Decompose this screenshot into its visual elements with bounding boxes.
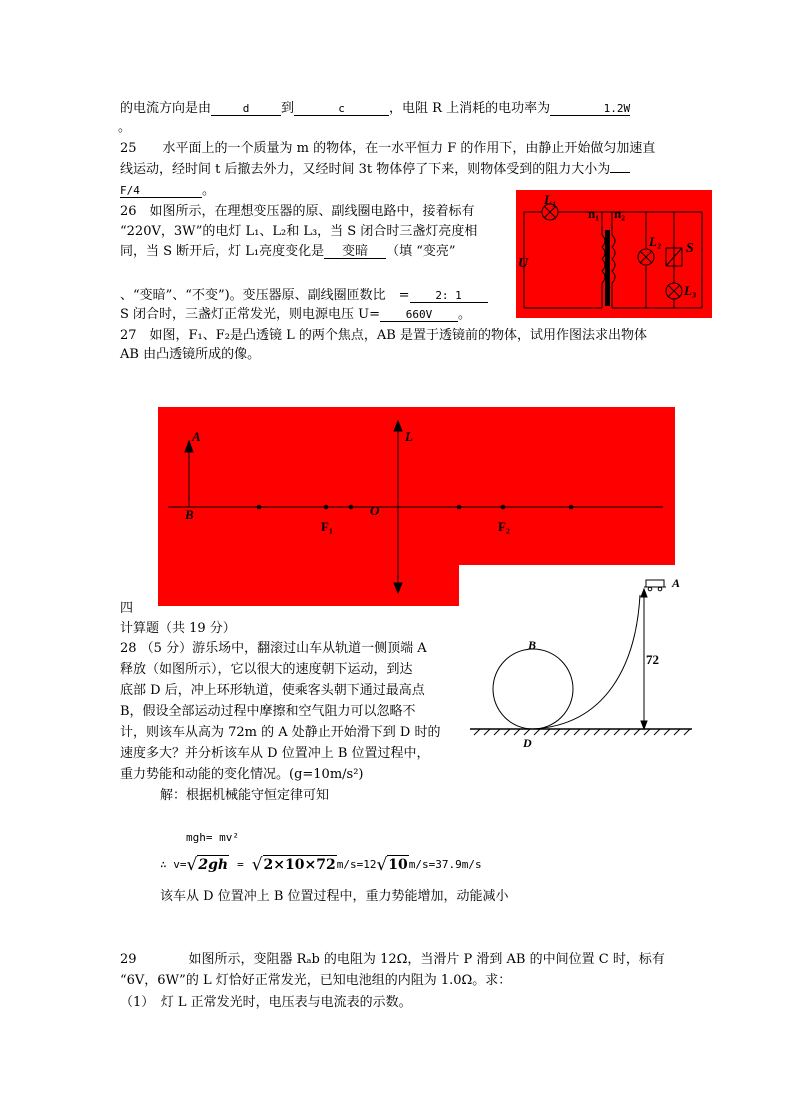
eq2-mid: m/s=12 [336,857,377,871]
q25-line1: 25 水平面上的一个质量为 m 的物体，在一水平恒力 F 的作用下，由静止开始做匀加速直 [120,141,656,156]
eq2-end: m/s=37.9m/s [408,857,482,871]
q25-answer: F/4 [120,184,202,198]
q28-line1: 28 （5 分）游乐场中，翻滚过山车从轨道一侧顶端 A [120,641,427,656]
q28-line7: 重力势能和动能的变化情况。(g=10m/s²) [120,767,364,782]
q28-line4: B，假设全部运动过程中摩擦和空气阻力可以忽略不 [120,704,416,719]
q24-answer-power: 1.2W [550,102,630,116]
sqrt-sign-icon: √ [251,854,263,875]
section-number: 四 [120,601,134,616]
q24-text: 的电流方向是由 [120,101,212,116]
sqrt-sign-icon: √ [186,854,198,875]
q29-line1: 29 如图所示，变阻器 Rₐb 的电阻为 12Ω，当滑片 P 滑到 AB 的中间位置 C 时，标有 [120,952,665,967]
q24-text: 到 [281,101,295,116]
q29-line3: （1） 灯 L 正常发光时，电压表与电流表的示数。 [120,995,412,1010]
q24-answer-to: c [294,102,389,116]
q25-end: 。 [202,183,216,198]
q28-conclusion: 该车从 D 位置冲上 B 位置过程中，重力势能增加，动能减小 [160,889,509,904]
q28-line5: 计，则该车从高为 72m 的 A 处静止开始滑下到 D 时的 [120,725,441,740]
q24-text: ，电阻 R 上消耗的电功率为 [389,101,551,116]
q28-eq2 [160,855,482,874]
eq2-sqrt-number: 2×10×72 [263,857,336,873]
label-f2: F₂ [498,519,510,534]
label-u: U [518,256,529,271]
label-n1: n₁ [588,206,600,221]
q26-text: 、“变暗”、“不变”)。变压器原、副线圈匝数比 = [120,288,410,303]
label-a: A [192,429,201,444]
q28-eq1: mgh= mv² [186,831,239,844]
label-f1: F₁ [321,519,333,534]
q26-answer-ratio: 2: 1 [410,289,488,303]
q26-text: S 闭合时，三盏灯正常发光，则电源电压 U= [120,307,381,322]
eq2-prefix: ∴ v= [160,857,187,871]
q28-line3: 底部 D 后，冲上环形轨道，使乘客头朝下通过最高点 [120,683,425,698]
label-o: O [370,503,380,518]
q26-line3 [120,243,456,261]
q28-line6: 速度多大？并分析该车从 D 位置冲上 B 位置过程中， [120,746,430,761]
section-title: 计算题（共 19 分） [120,621,236,636]
q25-text: 线运动，经时间 t 后撤去外力，又经时间 3t 物体停了下来，则物体受到的阻力大小为 [120,162,611,177]
q29-line2: “6V，6W”的 L 灯恰好正常发光，已知电池组的内阻为 1.0Ω。求： [120,973,512,988]
label-l2: L₂ [649,234,662,249]
sqrt-sign-icon: √ [376,854,388,875]
q26-line2: “220V，3W”的电灯 L₁、L₂和 L₃，当 S 闭合时三盏灯亮度相 [120,224,478,239]
transformer-figure [516,190,712,318]
q26-line4 [120,287,488,305]
label-height: 72 [646,652,659,667]
q26-answer-change: 变暗 [324,245,386,259]
q26-text: 同，当 S 断开后，灯 L₁亮度变化是 [120,244,325,259]
q28-line2: 释放（如图所示），它以很大的速度朝下运动，到达 [120,662,413,677]
label-n2: n₂ [614,206,626,221]
q25-line2 [120,161,630,179]
ground-hatch [474,729,690,735]
q26-line5 [120,306,471,324]
label-b: B [528,638,537,652]
q24-answer-from: d [211,102,281,116]
label-l: L [405,429,413,444]
label-s: S [686,241,694,256]
transformer-circuit [516,190,712,318]
q24-line [120,100,630,118]
label-l1: L₁ [544,192,557,207]
q25-line3 [120,182,215,200]
q24-end: 。 [118,120,132,135]
q27-line1: 27 如图，F₁、F₂是凸透镜 L 的两个焦点，AB 是置于透镜前的物体，试用作图法求出物体 [120,328,647,343]
eq2-equals: = [237,857,244,871]
roller-coaster-figure [466,575,696,750]
q26-end: 。 [458,307,472,322]
eq2-sqrt-2gh: 2gh [198,857,229,873]
q26-answer-voltage: 660V [380,308,458,322]
eq2-sqrt-10: 10 [388,857,408,873]
q26-text: （填 “变亮” [386,244,456,259]
q27-line2: AB 由凸透镜所成的像。 [120,347,261,362]
q28-solution-intro: 解：根据机械能守恒定律可知 [160,788,330,803]
label-l3: L₃ [684,283,697,298]
label-d: D [523,736,532,750]
label-a: A [672,576,681,590]
q25-blank-lead [610,172,630,173]
q26-line1: 26 如图所示，在理想变压器的原、副线圈电路中，接着标有 [120,204,475,219]
label-b: B [185,507,194,522]
